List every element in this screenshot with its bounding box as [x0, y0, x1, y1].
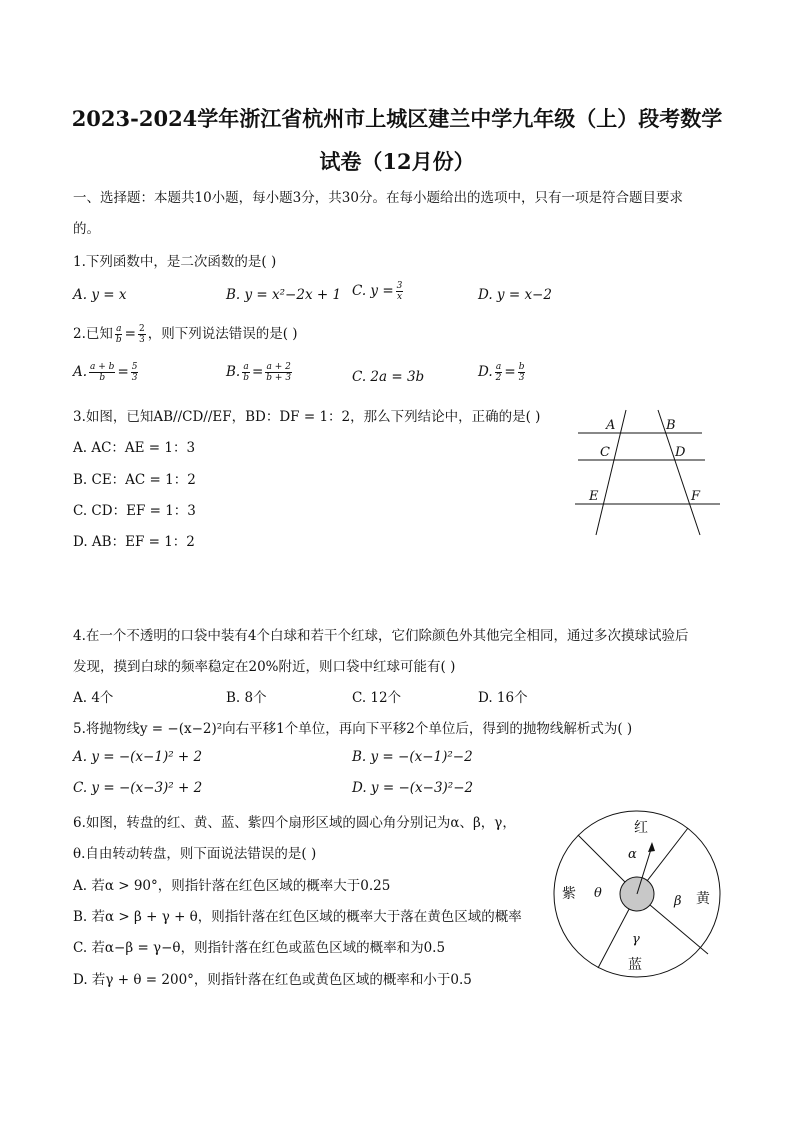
question-1-stem: 1.下列函数中，是二次函数的是( ) — [73, 254, 277, 270]
question-4-option-c: C. 12个 — [352, 690, 402, 706]
spinner-wheel-figure — [548, 808, 728, 988]
question-6-stem: 6.如图，转盘的红、黄、蓝、紫四个扇形区域的圆心角分别记为α、β，γ， — [73, 815, 516, 831]
angle-label-theta: θ — [594, 886, 602, 901]
frac-numerator: 5 — [131, 362, 138, 372]
pointer-arrowhead-icon — [648, 842, 655, 852]
section-heading: 一、选择题：本题共10小题，每小题3分，共30分。在每小题给出的选项中，只有一项是符合题目要求 — [73, 190, 683, 206]
equals-sign: = — [124, 326, 136, 342]
question-3-option-b: B. CE：AC = 1：2 — [73, 472, 196, 488]
angle-label-beta: β — [674, 894, 682, 909]
frac-numerator: a — [116, 324, 122, 334]
question-4-stem: 4.在一个不透明的口袋中装有4个白球和若干个红球，它们除颜色外其他完全相同，通过多次摸球试验后 — [73, 628, 689, 644]
point-label-c: C — [600, 445, 610, 460]
frac-numerator: a + b — [90, 362, 115, 372]
question-3-option-a: A. AC：AE = 1：3 — [73, 440, 196, 456]
frac-numerator: b — [518, 362, 525, 372]
question-2-option-a: A. $\frac{a + b}{b}$ = $\frac{5}{3}$ — [73, 362, 138, 383]
option-label: A. — [73, 364, 88, 380]
transversal-right — [658, 410, 700, 535]
frac-denominator: 3 — [138, 335, 145, 345]
frac-numerator: a — [243, 362, 249, 372]
question-6-option-d: D. 若γ + θ = 200°，则指针落在红色或黄色区域的概率和小于0.5 — [73, 972, 472, 988]
wheel-label-yellow: 黄 — [696, 891, 710, 907]
frac-denominator: 2 — [495, 373, 502, 383]
question-1-option-b: B. y = x²−2x + 1 — [226, 287, 342, 303]
frac-denominator: b — [99, 373, 106, 383]
question-3-stem: 3.如图，已知AB//CD//EF，BD：DF = 1：2，那么下列结论中，正确的是( ) — [73, 409, 541, 425]
page-title-line2: 试卷（12月份） — [319, 149, 475, 174]
question-3-option-c: C. CD：EF = 1：3 — [73, 503, 196, 519]
question-2-option-b: B. $\frac{a}{b}$ = $\frac{a + 2}{b + 3}$ — [226, 362, 292, 383]
question-5-option-a: A. y = −(x−1)² + 2 — [73, 749, 203, 765]
question-6-option-b: B. 若α > β + γ + θ，则指针落在红色区域的概率大于落在黄色区域的概率 — [73, 909, 522, 925]
option-label: B. — [226, 364, 241, 380]
question-2-stem-suffix: ，则下列说法错误的是( ) — [147, 326, 298, 342]
point-label-a: A — [606, 418, 616, 433]
wheel-label-blue: 蓝 — [628, 957, 642, 973]
angle-label-gamma: γ — [632, 932, 640, 947]
point-label-e: E — [589, 489, 599, 504]
page-title: 2023-2024学年浙江省杭州市上城区建兰中学九年级（上）段考数学 — [71, 106, 723, 131]
question-2-stem — [73, 322, 298, 345]
question-2-option-d: D. $\frac{a}{2}$ = $\frac{b}{3}$ — [478, 362, 525, 383]
section-heading-cont: 的。 — [73, 221, 100, 237]
frac-denominator: 3 — [518, 373, 525, 383]
question-4-stem-cont: 发现，摸到白球的频率稳定在20%附近，则口袋中红球可能有( ) — [73, 659, 456, 675]
question-2-stem-prefix: 2.已知 — [73, 326, 113, 342]
point-label-d: D — [675, 445, 686, 460]
question-1-option-a: A. y = x — [73, 287, 127, 303]
question-6-option-a: A. 若α > 90°，则指针落在红色区域的概率大于0.25 — [73, 878, 391, 894]
question-1-option-d: D. y = x−2 — [478, 287, 552, 303]
question-5-option-d: D. y = −(x−3)²−2 — [352, 780, 474, 796]
parallel-lines-figure — [560, 400, 740, 545]
question-5-stem: 5.将抛物线y = −(x−2)²向右平移1个单位，再向下平移2个单位后，得到的抛物线解析式为( ) — [73, 721, 633, 737]
angle-label-alpha: α — [628, 847, 637, 862]
frac-denominator: 3 — [131, 373, 138, 383]
question-4-option-a: A. 4个 — [73, 690, 114, 706]
question-4-option-d: D. 16个 — [478, 690, 528, 706]
frac-numerator: 3 — [396, 281, 403, 291]
frac-numerator: a — [495, 362, 502, 372]
wheel-label-purple: 紫 — [562, 886, 576, 902]
frac-numerator: a + 2 — [266, 362, 291, 372]
question-5-option-c: C. y = −(x−3)² + 2 — [73, 780, 203, 796]
question-6-stem-cont: θ.自由转动转盘，则下面说法错误的是( ) — [73, 846, 317, 862]
question-6-option-c: C. 若α−β = γ−θ，则指针落在红色或蓝色区域的概率和为0.5 — [73, 940, 446, 956]
question-4-option-b: B. 8个 — [226, 690, 267, 706]
point-label-b: B — [666, 418, 676, 433]
option-label: D. — [478, 364, 493, 380]
question-1-option-c-prefix: C. y = — [352, 283, 394, 299]
frac-denominator: x — [397, 292, 403, 302]
question-2-option-c: C. 2a = 3b — [352, 369, 425, 385]
frac-denominator: b + 3 — [266, 373, 292, 383]
question-3-option-d: D. AB：EF = 1：2 — [73, 534, 195, 550]
point-label-f: F — [691, 489, 701, 504]
frac-numerator: 2 — [138, 324, 145, 334]
wheel-label-red: 红 — [634, 820, 648, 836]
frac-denominator: b — [243, 373, 249, 383]
frac-denominator: b — [115, 335, 122, 345]
question-1-option-c — [352, 281, 405, 302]
question-5-option-b: B. y = −(x−1)²−2 — [352, 749, 473, 765]
